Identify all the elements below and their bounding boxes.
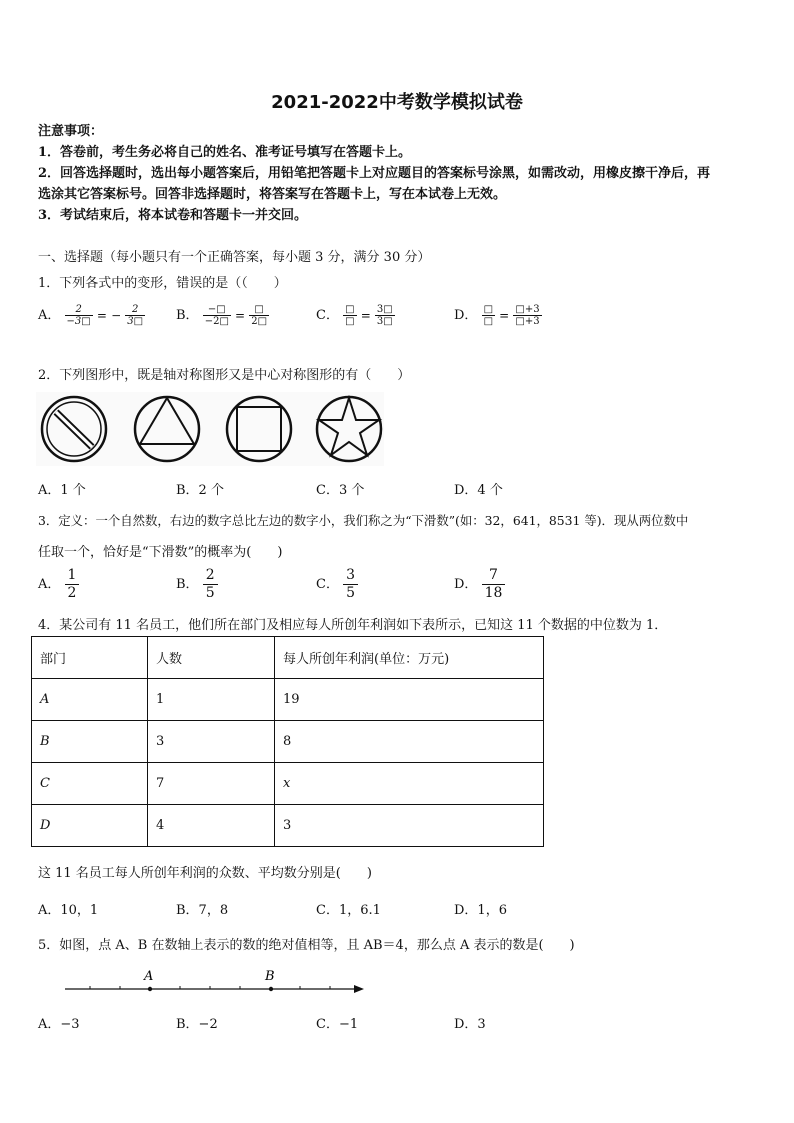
notice-heading: 注意事项：: [38, 124, 104, 139]
table-cell: D: [32, 805, 148, 847]
option-label: D．: [454, 308, 478, 323]
notice-item: 选涂其它答案标号。回答非选择题时，将答案写在答题卡上，写在本试卷上无效。: [38, 187, 507, 202]
fraction: $\frac{1}{2}$: [65, 567, 80, 602]
option-label: A．: [38, 308, 61, 323]
question-4-option-a[interactable]: A．10，1: [38, 903, 99, 918]
table-header-cell: 每人所创年利润(单位：万元): [275, 637, 544, 679]
notice-item: 2．回答选择题时，选出每小题答案后，用铅笔把答题卡上对应题目的答案标号涂黑，如需改动，用橡皮擦干净后，再: [38, 166, 711, 181]
table-header-row: [32, 637, 544, 679]
table-cell: A: [32, 679, 148, 721]
table-cell: 4: [148, 805, 275, 847]
question-3-stem-continued: 任取一个，恰好是“下滑数”的概率为( ): [38, 545, 283, 560]
question-1-option-a[interactable]: A． $\frac{2}{-3□}$ = − $\frac{2}{3□}$: [38, 304, 144, 327]
question-4-option-c[interactable]: C．1，6.1: [316, 903, 381, 918]
notice-item: 3．考试结束后，将本试卷和答题卡一并交回。: [38, 208, 308, 223]
table-row: [32, 763, 544, 805]
fraction: $\frac{□}{□}$: [345, 304, 355, 327]
table-row: [32, 805, 544, 847]
question-1-option-b[interactable]: B． $\frac{-□}{-2□}$ = $\frac{□}{2□}$: [176, 304, 268, 327]
question-1-option-d[interactable]: D． $\frac{□}{□}$ = $\frac{□+3}{□+3}$: [454, 304, 540, 327]
circle-with-star-figure: [317, 397, 381, 461]
fraction: $\frac{2}{3□}$: [127, 304, 144, 327]
question-3-stem: 3．定义：一个自然数，右边的数字总比左边的数字小，我们称之为“下滑数”(如：32，641，8531 等)．现从两位数中: [38, 513, 689, 528]
question-5-option-d[interactable]: D．3: [454, 1017, 486, 1032]
option-label: C．: [316, 577, 339, 592]
number-line-figure: [60, 964, 370, 998]
option-label: B．: [176, 577, 199, 592]
question-1-stem: 1．下列各式中的变形，错误的是（（ ）: [38, 276, 287, 291]
table-header-cell: 部门: [32, 637, 148, 679]
table-cell: C: [32, 763, 148, 805]
table-row: [32, 679, 544, 721]
profit-table: [31, 636, 544, 847]
table-cell: 7: [148, 763, 275, 805]
table-cell: x: [275, 763, 544, 805]
question-2-option-a[interactable]: A．1 个: [38, 483, 86, 498]
question-5-stem: 5．如图，点 A、B 在数轴上表示的数的绝对值相等，且 AB＝4，那么点 A 表示的数是( ): [38, 938, 575, 953]
question-5-option-a[interactable]: A．−3: [38, 1017, 80, 1032]
fraction: $\frac{7}{18}$: [482, 567, 506, 602]
question-4-option-b[interactable]: B．7，8: [176, 903, 229, 918]
number-line-svg: [60, 964, 370, 998]
question-2-option-b[interactable]: B．2 个: [176, 483, 224, 498]
fraction: $\frac{-□}{-2□}$: [204, 304, 229, 327]
question-3-option-a[interactable]: [38, 567, 79, 602]
notice-item: 1．答卷前，考生务必将自己的姓名、准考证号填写在答题卡上。: [38, 145, 412, 160]
fraction: $\frac{3}{5}$: [343, 567, 358, 602]
question-5-option-c[interactable]: C．−1: [316, 1017, 359, 1032]
fraction: $\frac{2}{-3□}$: [66, 304, 91, 327]
figures-svg: [36, 392, 384, 466]
section-heading: 一、选择题（每小题只有一个正确答案，每小题 3 分，满分 30 分）: [38, 250, 431, 265]
question-2-figures: [36, 392, 384, 466]
fraction: $\frac{□+3}{□+3}$: [515, 304, 540, 327]
point-a-label: A: [144, 969, 154, 984]
question-3-option-d[interactable]: [454, 567, 505, 602]
fraction: $\frac{□}{2□}$: [251, 304, 268, 327]
table-cell: 3: [148, 721, 275, 763]
circle-with-square-figure: [227, 397, 291, 461]
point-b-label: B: [265, 969, 275, 984]
table-cell: 8: [275, 721, 544, 763]
question-3-option-b[interactable]: [176, 567, 218, 602]
page-title: 2021-2022中考数学模拟试卷: [271, 92, 523, 113]
question-4-stem: 4．某公司有 11 名员工，他们所在部门及相应每人所创年利润如下表所示，已知这 11 个数据的中位数为 1．: [38, 618, 668, 633]
question-5-option-b[interactable]: B．−2: [176, 1017, 218, 1032]
question-2-option-c[interactable]: C．3 个: [316, 483, 365, 498]
question-4-option-d[interactable]: D．1，6: [454, 903, 507, 918]
fraction: $\frac{2}{5}$: [203, 567, 218, 602]
circle-with-slash-figure: [42, 397, 106, 461]
option-label: B．: [176, 308, 199, 323]
option-label: C．: [316, 308, 339, 323]
fraction: $\frac{□}{□}$: [483, 304, 494, 327]
option-label: A．: [38, 577, 61, 592]
question-2-stem: 2．下列图形中，既是轴对称图形又是中心对称图形的有（ ）: [38, 368, 411, 383]
question-3-option-c[interactable]: [316, 567, 358, 602]
question-2-option-d[interactable]: D．4 个: [454, 483, 503, 498]
question-1-option-c[interactable]: C． $\frac{□}{□}$ = $\frac{3□}{3□}$: [316, 304, 393, 327]
table-header-cell: 人数: [148, 637, 275, 679]
table-cell: 3: [275, 805, 544, 847]
fraction: $\frac{3□}{3□}$: [376, 304, 393, 327]
table-cell: B: [32, 721, 148, 763]
question-4-question: 这 11 名员工每人所创年利润的众数、平均数分别是( ): [38, 866, 372, 881]
option-label: D．: [454, 577, 478, 592]
table-row: [32, 721, 544, 763]
table-cell: 1: [148, 679, 275, 721]
table-cell: 19: [275, 679, 544, 721]
circle-with-triangle-figure: [135, 397, 199, 461]
